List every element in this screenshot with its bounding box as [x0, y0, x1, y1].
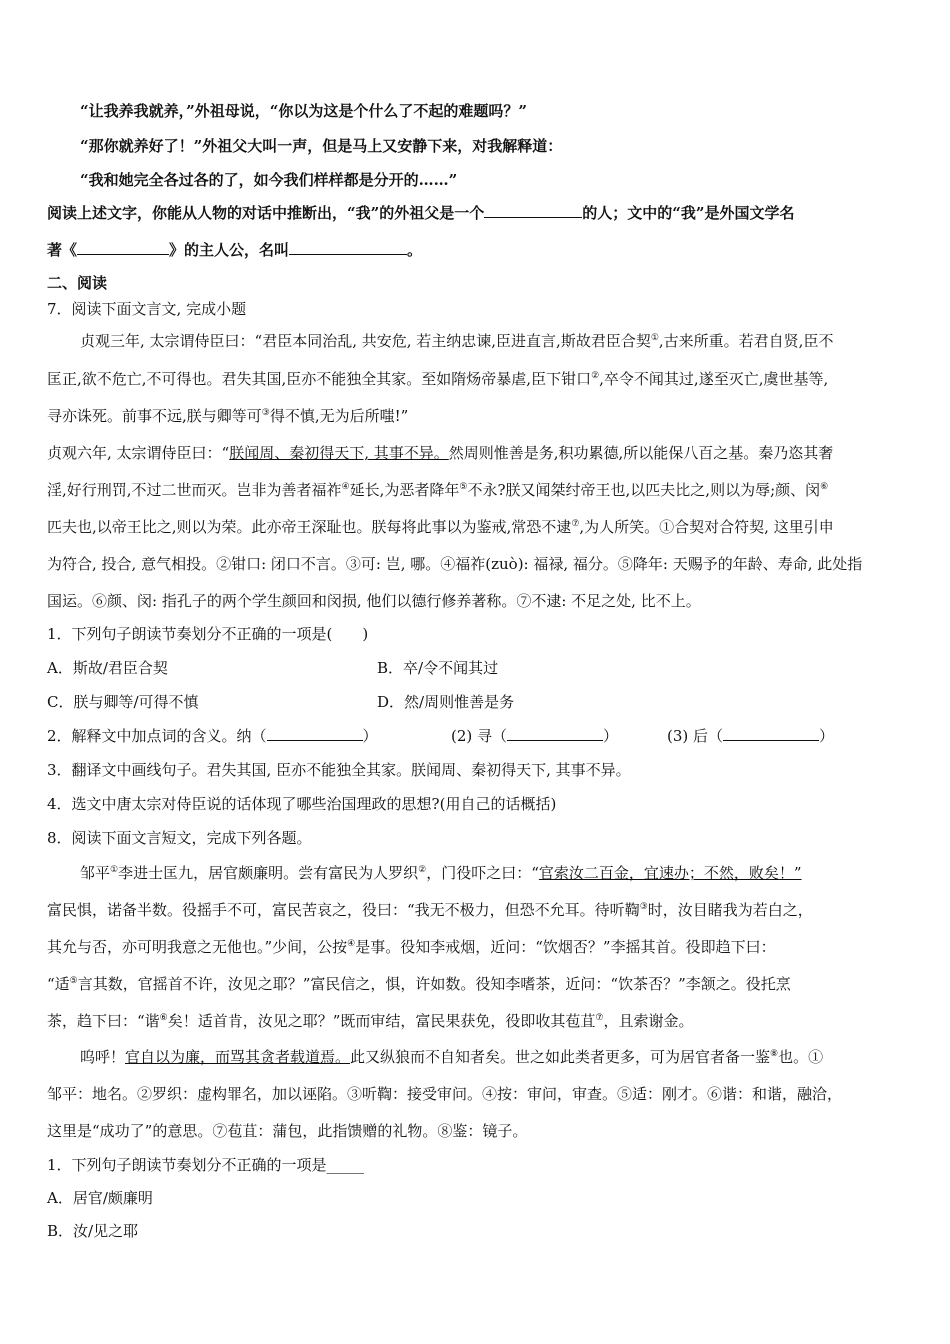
question-text: (2) 寻（: [451, 727, 508, 745]
option-a[interactable]: A．斯故/君臣合契: [47, 659, 168, 677]
q8-subquestion-1: 1．下列句子朗读节奏划分不正确的一项是_____: [47, 1156, 365, 1174]
passage-text: 呜呼！: [80, 1048, 126, 1066]
passage-text: 贞观六年, 太宗谓侍臣曰：“: [47, 444, 230, 462]
q8-title: 8．阅读下面文言短文，完成下列各题。: [47, 829, 312, 847]
question-text: ）: [603, 727, 619, 745]
passage-text: ，门役吓之曰：“: [426, 864, 539, 882]
option-b[interactable]: B．卒/令不闻其过: [377, 659, 499, 677]
option-d[interactable]: D．然/周则惟善是务: [377, 693, 515, 711]
q6-text: 。: [407, 241, 423, 259]
q8-passage-line-4: [47, 974, 903, 994]
q6-text: 著《: [47, 241, 78, 259]
passage-text: 得不慎,无为后所嗤!”: [269, 407, 409, 425]
footnote-mark: ⑥: [159, 1013, 168, 1023]
q7-passage-2-line-2: [47, 480, 903, 500]
q7-passage-1-line-1: [80, 331, 903, 351]
q6-text: 阅读上述文字，你能从人物的对话中推断出，“我”的外祖父是一个: [47, 204, 485, 222]
answer-blank[interactable]: [289, 240, 407, 255]
q7-passage-2-line-1: [47, 443, 903, 463]
passage-text: 此又纵狼而不自知者矣。世之如此类者更多，可为居官者备一鉴: [350, 1048, 771, 1066]
passage-text: ,古来所重。若君自贤,臣不: [658, 332, 834, 350]
q8-passage-2-line-1: [80, 1047, 903, 1067]
footnote-mark: ④: [341, 482, 350, 492]
underlined-sentence: 官索汝二百金，宜速办；不然，败矣！”: [538, 864, 802, 882]
passage-text: 时，汝目睹我为若白之，: [647, 901, 813, 919]
q8-notes-line-1: 邹平：地名。②罗织：虚构罪名，加以诬陷。③听鞫：接受审问。④按：审问，审查。⑤适：刚才。⑥谐：和谐，融洽，: [47, 1085, 843, 1103]
q7-title: 7．阅读下面文言文, 完成小题: [47, 300, 247, 318]
q8-notes-line-2: 这里是“成功了”的意思。⑦苞苴：蒲包，此指馈赠的礼物。⑧鉴：镜子。: [47, 1122, 528, 1140]
passage-text: 邹平: [80, 864, 111, 882]
footnote-mark: ⑥: [820, 482, 829, 492]
passage-text: 其允与否，亦可明我意之无他也。”少间，公按: [47, 938, 348, 956]
passage-text: 富民惧，诺备半数。役摇手不可，富民苦哀之，役曰：“我无不极力，但恐不允耳。待听鞫: [47, 901, 640, 919]
dialogue-line-3: “我和她完全各过各的了，如今我们样样都是分开的……”: [80, 171, 458, 189]
answer-blank[interactable]: [507, 726, 603, 741]
q8-passage-line-5: [47, 1011, 903, 1031]
footnote-mark: ⑦: [571, 519, 580, 529]
passage-text: 不永?朕又闻桀纣帝王也,以匹夫比之,则以为辱;颜、闵: [467, 481, 821, 499]
q7-passage-2-line-3: [47, 517, 903, 537]
footnote-mark: ②: [591, 371, 600, 381]
underlined-sentence: 朕闻周、秦初得天下, 其事不异。: [229, 444, 449, 462]
passage-text: 贞观三年, 太宗谓侍臣曰：“君臣本同治乱, 共安危, 若主纳忠谏,臣进直言,斯故君臣合契: [80, 332, 651, 350]
q7-subquestion-3: 3．翻译文中画线句子。君失其国, 臣亦不能独全其家。朕闻周、秦初得天下, 其事不异。: [47, 761, 631, 779]
question-text: 2．解释文中加点词的含义。纳（: [47, 727, 267, 745]
footnote-mark: ①: [650, 333, 659, 343]
q7-passage-1-line-2: [47, 369, 903, 389]
passage-text: “适: [47, 975, 70, 993]
passage-text: 寻亦诛死。前事不远,朕与卿等可: [47, 407, 262, 425]
question-text: ）: [362, 727, 378, 745]
footnote-mark: ②: [418, 865, 427, 875]
passage-text: 茶，趋下曰：“谐: [47, 1012, 160, 1030]
passage-text: 匡正,欲不危亡,不可得也。君失其国,臣亦不能独全其家。至如隋炀帝暴虐,臣下钳口: [47, 370, 592, 388]
passage-text: ,卒令不闻其过,遂至灭亡,虞世基等,: [599, 370, 829, 388]
q6-text: 》的主人公，名叫: [169, 241, 290, 259]
footnote-mark: ④: [347, 939, 356, 949]
footnote-mark: ⑧: [770, 1049, 779, 1059]
option-b[interactable]: B．汝/见之耶: [47, 1222, 139, 1240]
question-text: (3) 后（: [667, 727, 724, 745]
passage-text: 匹夫也,以帝王比之,则以为荣。此亦帝王深耻也。朕每将此事以为鉴戒,常恐不逮: [47, 518, 572, 536]
question-text: ）: [819, 727, 835, 745]
footnote-mark: ③: [261, 408, 270, 418]
footnote-mark: ⑤: [69, 976, 78, 986]
footnote-mark: ⑦: [595, 1013, 604, 1023]
q6-text: 的人；文中的“我”是外国文学名: [582, 204, 795, 222]
q6-line-1: [47, 203, 903, 223]
passage-text: ,为人所笑。①合契对合符契, 这里引申: [579, 518, 834, 536]
dialogue-line-1: “让我养我就养，”外祖母说，“你以为这是个什么了不起的难题吗？”: [80, 102, 528, 120]
q7-passage-1-line-3: [47, 406, 903, 426]
footnote-mark: ⑤: [459, 482, 468, 492]
section-heading: 二、阅读: [47, 274, 108, 292]
q7-notes-line-1: 为符合, 投合, 意气相投。②钳口: 闭口不言。③可: 岂, 哪。④福祚(zuò): 福禄, 福分。⑤降年: 天赐予的年龄、寿命, 此处指: [47, 555, 863, 573]
answer-blank[interactable]: [484, 203, 582, 218]
passage-text: ，且索谢金。: [603, 1012, 694, 1030]
option-c[interactable]: C．朕与卿等/可得不慎: [47, 693, 199, 711]
footnote-mark: ③: [639, 902, 648, 912]
passage-text: 是事。役知李戒烟，近问：“饮烟否？”李摇其首。役即趋下曰：: [355, 938, 776, 956]
q8-passage-line-2: [47, 900, 903, 920]
passage-text: 矣！适首肯，汝见之耶？”既而审结，富民果获免，役即收其苞苴: [167, 1012, 596, 1030]
footnote-mark: ①: [110, 865, 119, 875]
q8-passage-line-1: [80, 863, 903, 883]
underlined-sentence: 官自以为廉，而骂其贪者载道焉。: [125, 1048, 351, 1066]
q7-notes-line-2: 国运。⑥颜、闵: 指孔子的两个学生颜回和闵损, 他们以德行修养著称。⑦不逮: 不足之处, 比不上。: [47, 592, 701, 610]
q8-passage-line-3: [47, 937, 903, 957]
passage-text: 延长,为恶者降年: [349, 481, 460, 499]
answer-blank[interactable]: [267, 726, 363, 741]
answer-blank[interactable]: [77, 240, 169, 255]
q7-subquestion-4: 4．选文中唐太宗对侍臣说的话体现了哪些治国理政的思想?(用自己的话概括): [47, 795, 557, 813]
q7-subquestion-2b: [451, 726, 618, 746]
dialogue-line-2: “那你就养好了！”外祖父大叫一声，但是马上又安静下来，对我解释道：: [80, 137, 563, 155]
passage-text: 淫,好行刑罚,不过二世而灭。岂非为善者福祚: [47, 481, 342, 499]
q7-subquestion-1: 1．下列句子朗读节奏划分不正确的一项是( ): [47, 625, 369, 643]
passage-text: 李进士匡九，居官颇廉明。尝有富民为人罗织: [118, 864, 419, 882]
q6-line-2: [47, 240, 903, 260]
q7-subquestion-2c: [667, 726, 834, 746]
passage-text: 也。①: [778, 1048, 824, 1066]
passage-text: 言其数，官摇首不许，汝见之耶？”富民信之，惧，许如数。役知李嗜茶，近问：“饮茶否？”李颔之。役托烹: [77, 975, 791, 993]
option-a[interactable]: A．居官/颇廉明: [47, 1189, 153, 1207]
answer-blank[interactable]: [723, 726, 819, 741]
passage-text: 然周则惟善是务,积功累德,所以能保八百之基。秦乃恣其奢: [448, 444, 834, 462]
